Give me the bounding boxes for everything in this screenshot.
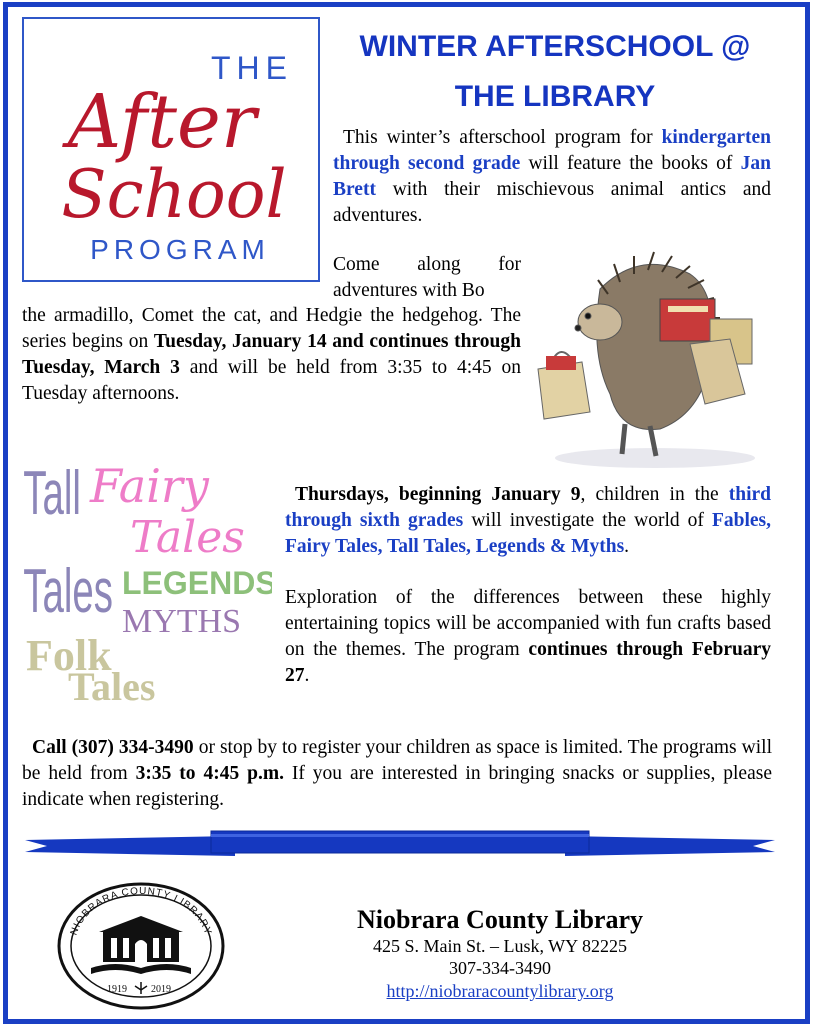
p4-text-1: Exploration of the differences between these highly entertaining topics will be accompanied with fun crafts based on the themes. The program xyxy=(285,587,771,660)
library-seal-logo xyxy=(55,880,227,1012)
library-contact xyxy=(330,905,670,1003)
title-line-2: THE LIBRARY xyxy=(454,80,656,113)
library-website-link[interactable]: http://niobraracountylibrary.org xyxy=(386,981,614,1001)
p1-grades: kindergarten through second grade xyxy=(333,127,771,174)
thursday-paragraph xyxy=(285,482,771,560)
logo-school-text: School xyxy=(61,156,287,233)
logo-the-text: THE xyxy=(211,50,293,86)
p3-day: Thursdays, beginning January 9 xyxy=(295,484,581,505)
p1-text-3: with their mischievous animal antics and adventures. xyxy=(333,179,771,226)
title-line-1: WINTER AFTERSCHOOL @ xyxy=(359,30,751,63)
tall-text: Tall xyxy=(23,457,81,528)
fairy-text: Fairy xyxy=(90,459,209,513)
p3-text-2: will investigate the world of xyxy=(463,510,712,531)
tales-text: Tales xyxy=(23,555,113,626)
ribbon-divider xyxy=(25,828,775,864)
registration-paragraph xyxy=(22,735,772,813)
p3-grades: third through sixth grades xyxy=(285,484,771,531)
library-name: Niobrara County Library xyxy=(357,905,643,934)
folk-tales-text: Tales xyxy=(68,664,156,702)
p3-text-3: . xyxy=(624,536,630,557)
page-title xyxy=(330,22,780,122)
p3-text-1: , children in the xyxy=(580,484,729,505)
library-phone: 307-334-3490 xyxy=(449,958,551,978)
series-paragraph xyxy=(22,303,521,407)
seal-ring-text: NIOBRARA COUNTY LIBRARY xyxy=(68,885,214,937)
library-address: 425 S. Main St. – Lusk, WY 82225 xyxy=(372,936,627,956)
p2-dates: Tuesday, January 14 and continues through Tuesday, March 3 xyxy=(22,331,521,378)
p4-text-2: . xyxy=(304,665,310,686)
fairy-tales-text: Tales xyxy=(130,512,245,563)
p1-text-2: will feature the books of xyxy=(520,153,741,174)
afterschool-logo xyxy=(22,17,320,282)
p1-text-1: This winter’s afterschool program for xyxy=(343,127,662,148)
p5-phone: Call (307) 334-3490 xyxy=(32,737,194,758)
p2-text-1: the armadillo, Comet the cat, and Hedgie the hedgehog. The series begins on xyxy=(22,305,521,352)
seal-year-end: 2019 xyxy=(151,984,171,995)
p5-time: 3:35 to 4:45 p.m. xyxy=(135,763,284,784)
p5-text-1: or stop by to register your children as space is limited. The programs will be held from xyxy=(22,737,772,784)
logo-program-text: PROGRAM xyxy=(90,234,270,265)
p5-text-2: If you are interested in bringing snacks or supplies, please indicate when registering. xyxy=(22,763,772,810)
folk-text: Folk xyxy=(26,631,112,680)
p3-topics: Fables, Fairy Tales, Tall Tales, Legends & Myths xyxy=(285,510,772,557)
seal-year-start: 1919 xyxy=(107,984,127,995)
series-paragraph-lead: Come along for adventures with Bo xyxy=(333,254,521,301)
p4-end-date: continues through February 27 xyxy=(285,639,771,686)
intro-paragraph xyxy=(333,125,771,229)
hedgehog-illustration xyxy=(530,244,775,474)
p2-text-2: and will be held from 3:35 to 4:45 on Tuesday afternoons. xyxy=(22,357,521,404)
exploration-paragraph xyxy=(285,585,771,689)
logo-after-text: After xyxy=(67,79,257,165)
legends-text: LEGENDS xyxy=(122,565,272,601)
folktales-word-graphic xyxy=(22,452,272,702)
myths-text: MYTHS xyxy=(122,603,242,640)
p1-author: Jan Brett xyxy=(333,153,771,200)
